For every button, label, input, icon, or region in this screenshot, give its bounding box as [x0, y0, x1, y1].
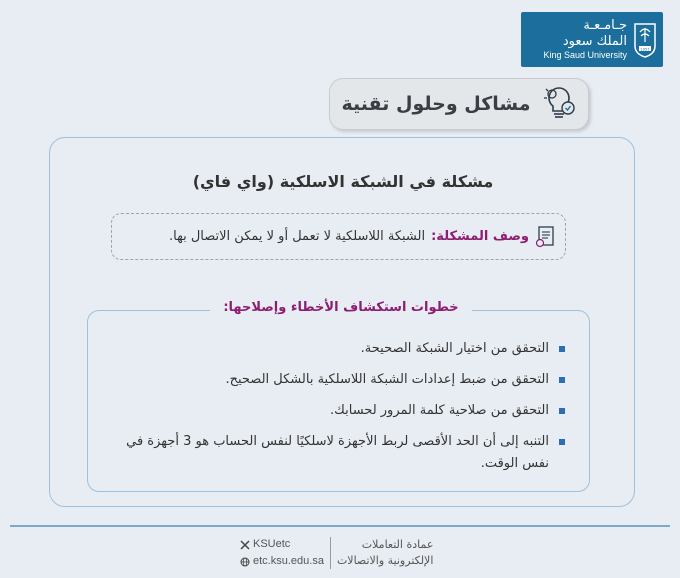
footer-dept-line1: عمادة التعاملات [361, 538, 434, 551]
logo-english: King Saud University [543, 50, 627, 60]
globe-icon [240, 557, 250, 567]
footer-department [337, 537, 433, 569]
logo-arabic-line1: جـامـعـة [583, 18, 627, 33]
steps-title: خطوات استكشاف الأخطاء وإصلاحها: [210, 298, 472, 318]
x-logo-icon [240, 540, 250, 550]
ksu-logo [521, 12, 663, 67]
list-item: التحقق من اختيار الشبكة الصحيحة. [100, 338, 565, 360]
footer-site[interactable] [240, 553, 324, 570]
problem-description-box [111, 213, 566, 260]
document-icon [535, 225, 557, 249]
logo-text [527, 18, 627, 61]
logo-arabic-line2: الملك سعود [562, 34, 627, 49]
footer-separator [330, 537, 331, 569]
footer-site-text: etc.ksu.edu.sa [253, 555, 324, 567]
header-pill [329, 78, 589, 130]
problem-title: مشكلة في الشبكة الاسلكية (واي فاي) [192, 172, 494, 191]
footer-divider [10, 525, 670, 527]
lightbulb-gear-icon [541, 84, 577, 124]
steps-list [100, 338, 565, 484]
footer-contacts [240, 536, 324, 570]
list-item: التحقق من ضبط إعدادات الشبكة اللاسلكية بالشكل الصحيح. [100, 369, 565, 391]
page-title: مشاكل وحلول تقنية [341, 93, 531, 115]
footer-dept-line2: الإلكترونية والاتصالات [336, 554, 434, 567]
year-badge: 1957 [640, 46, 650, 51]
ksu-emblem-icon [633, 22, 657, 58]
footer [240, 533, 450, 573]
problem-description-text: الشبكة اللاسلكية لا تعمل أو لا يمكن الاتصال بها. [169, 229, 426, 244]
footer-handle-text: KSUetc [253, 538, 291, 550]
list-item: التنبه إلى أن الحد الأقصى لربط الأجهزة لاسلكيًا لنفس الحساب هو 3 أجهزة في نفس الوقت. [100, 431, 565, 475]
footer-handle[interactable] [240, 536, 324, 553]
problem-description-label: وصف المشكلة: [431, 229, 529, 244]
list-item: التحقق من صلاحية كلمة المرور لحسابك. [100, 400, 565, 422]
